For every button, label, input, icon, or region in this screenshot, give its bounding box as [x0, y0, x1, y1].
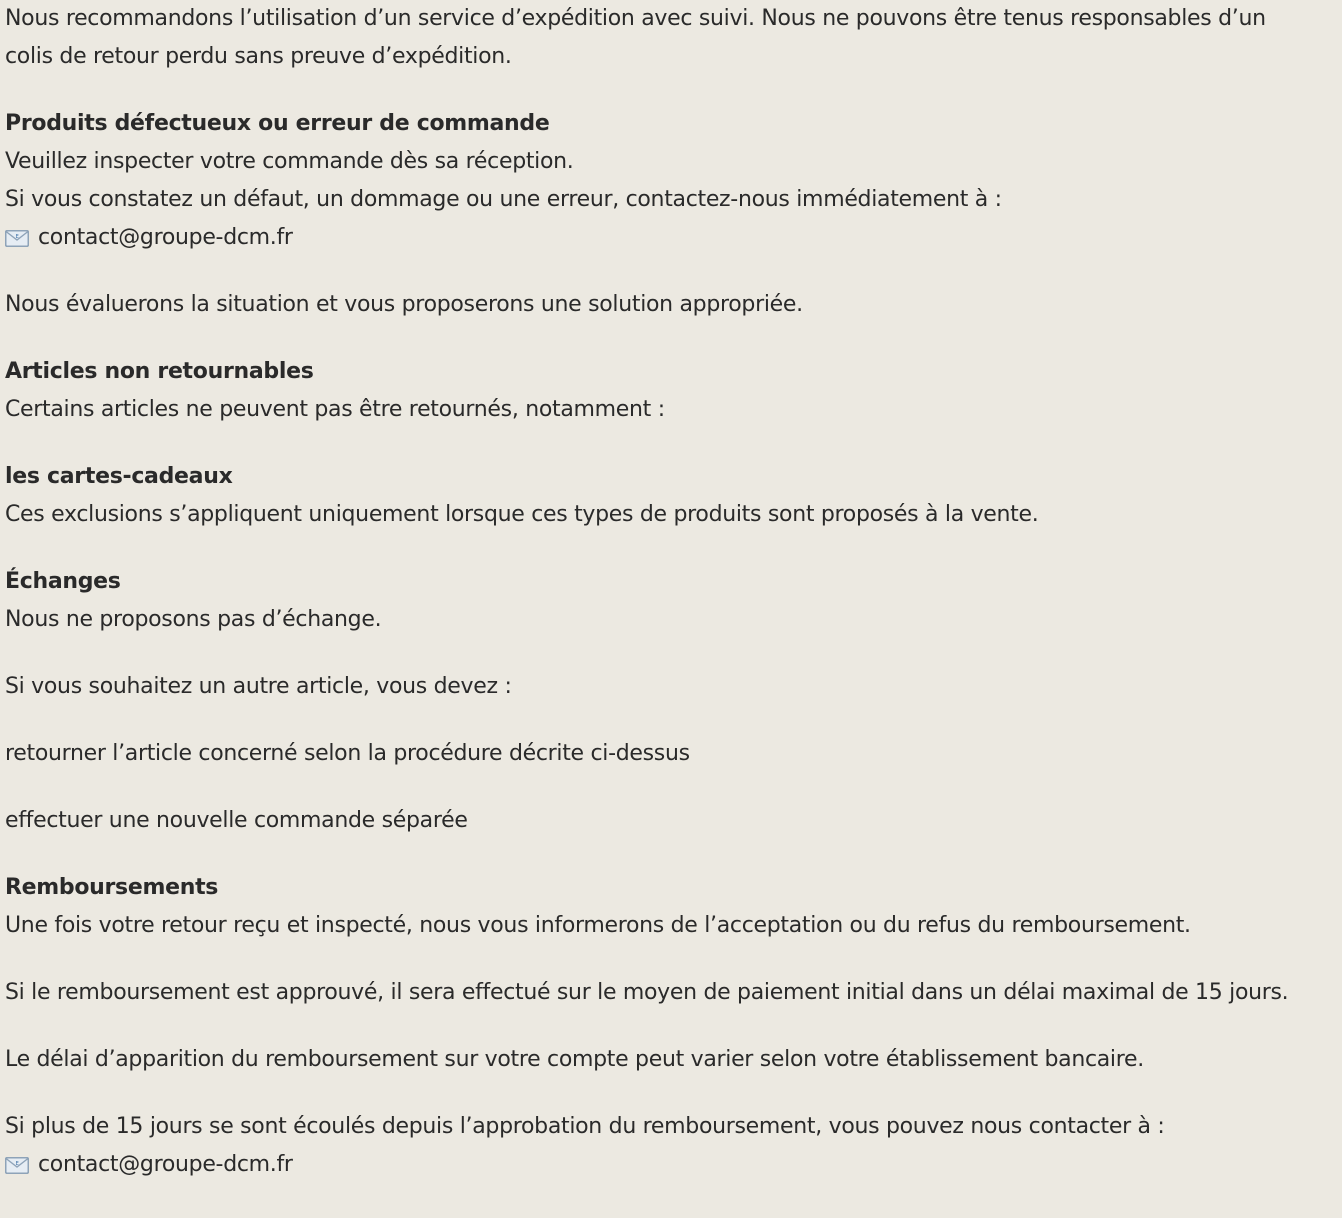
nonreturnable-line-2: Ces exclusions s’appliquent uniquement lorsque ces types de produits sont proposés à la vente.: [5, 502, 1039, 527]
spacer: [5, 534, 1337, 563]
spacer: [5, 706, 1337, 735]
exchanges-line-1: Nous ne proposons pas d’échange.: [5, 607, 382, 632]
svg-text:E: E: [15, 233, 18, 240]
section-title-exchanges: Échanges: [5, 569, 121, 594]
spacer: [5, 429, 1337, 458]
spacer: [5, 76, 1337, 105]
svg-text:E: E: [15, 1160, 18, 1167]
section-title-nonreturnable: Articles non retournables: [5, 359, 314, 384]
defects-line-1: Veuillez inspecter votre commande dès sa réception.: [5, 149, 574, 174]
defects-email-line: [5, 219, 1337, 257]
exchanges-step-2: effectuer une nouvelle commande séparée: [5, 808, 468, 833]
exchanges-step-1: retourner l’article concerné selon la procédure décrite ci-dessus: [5, 741, 690, 766]
spacer: [5, 1079, 1337, 1108]
envelope-icon: [5, 1157, 29, 1174]
defects-line-3: Nous évaluerons la situation et vous proposerons une solution appropriée.: [5, 292, 803, 317]
nonreturnable-line-1: Certains articles ne peuvent pas être retournés, notamment :: [5, 397, 665, 422]
envelope-icon: [5, 230, 29, 247]
spacer: [5, 945, 1337, 974]
spacer: [5, 840, 1337, 869]
section-title-defects: Produits défectueux ou erreur de commande: [5, 111, 550, 136]
spacer: [5, 773, 1337, 802]
spacer: [5, 639, 1337, 668]
spacer: [5, 324, 1337, 353]
refunds-line-2: Si le remboursement est approuvé, il sera effectué sur le moyen de paiement initial dans un délai maximal de 15 jours.: [5, 980, 1289, 1005]
section-title-refunds: Remboursements: [5, 875, 219, 900]
refunds-line-1: Une fois votre retour reçu et inspecté, nous vous informerons de l’acceptation ou du refus du remboursement.: [5, 913, 1191, 938]
intro-line-2: colis de retour perdu sans preuve d’expédition.: [5, 44, 512, 69]
refunds-email-line: [5, 1146, 1337, 1184]
refunds-email[interactable]: contact@groupe-dcm.fr: [38, 1152, 293, 1177]
defects-email[interactable]: contact@groupe-dcm.fr: [38, 225, 293, 250]
defects-line-2: Si vous constatez un défaut, un dommage ou une erreur, contactez-nous immédiatement à :: [5, 187, 1002, 212]
nonreturnable-item: les cartes-cadeaux: [5, 464, 233, 489]
refunds-line-4: Si plus de 15 jours se sont écoulés depuis l’approbation du remboursement, vous pouvez nous contacter à :: [5, 1114, 1165, 1139]
exchanges-line-2: Si vous souhaitez un autre article, vous devez :: [5, 674, 512, 699]
spacer: [5, 1012, 1337, 1041]
refunds-line-3: Le délai d’apparition du remboursement sur votre compte peut varier selon votre établissement bancaire.: [5, 1047, 1144, 1072]
intro-line-1: Nous recommandons l’utilisation d’un service d’expédition avec suivi. Nous ne pouvons être tenus responsables d’un: [5, 6, 1266, 31]
spacer: [5, 257, 1337, 286]
